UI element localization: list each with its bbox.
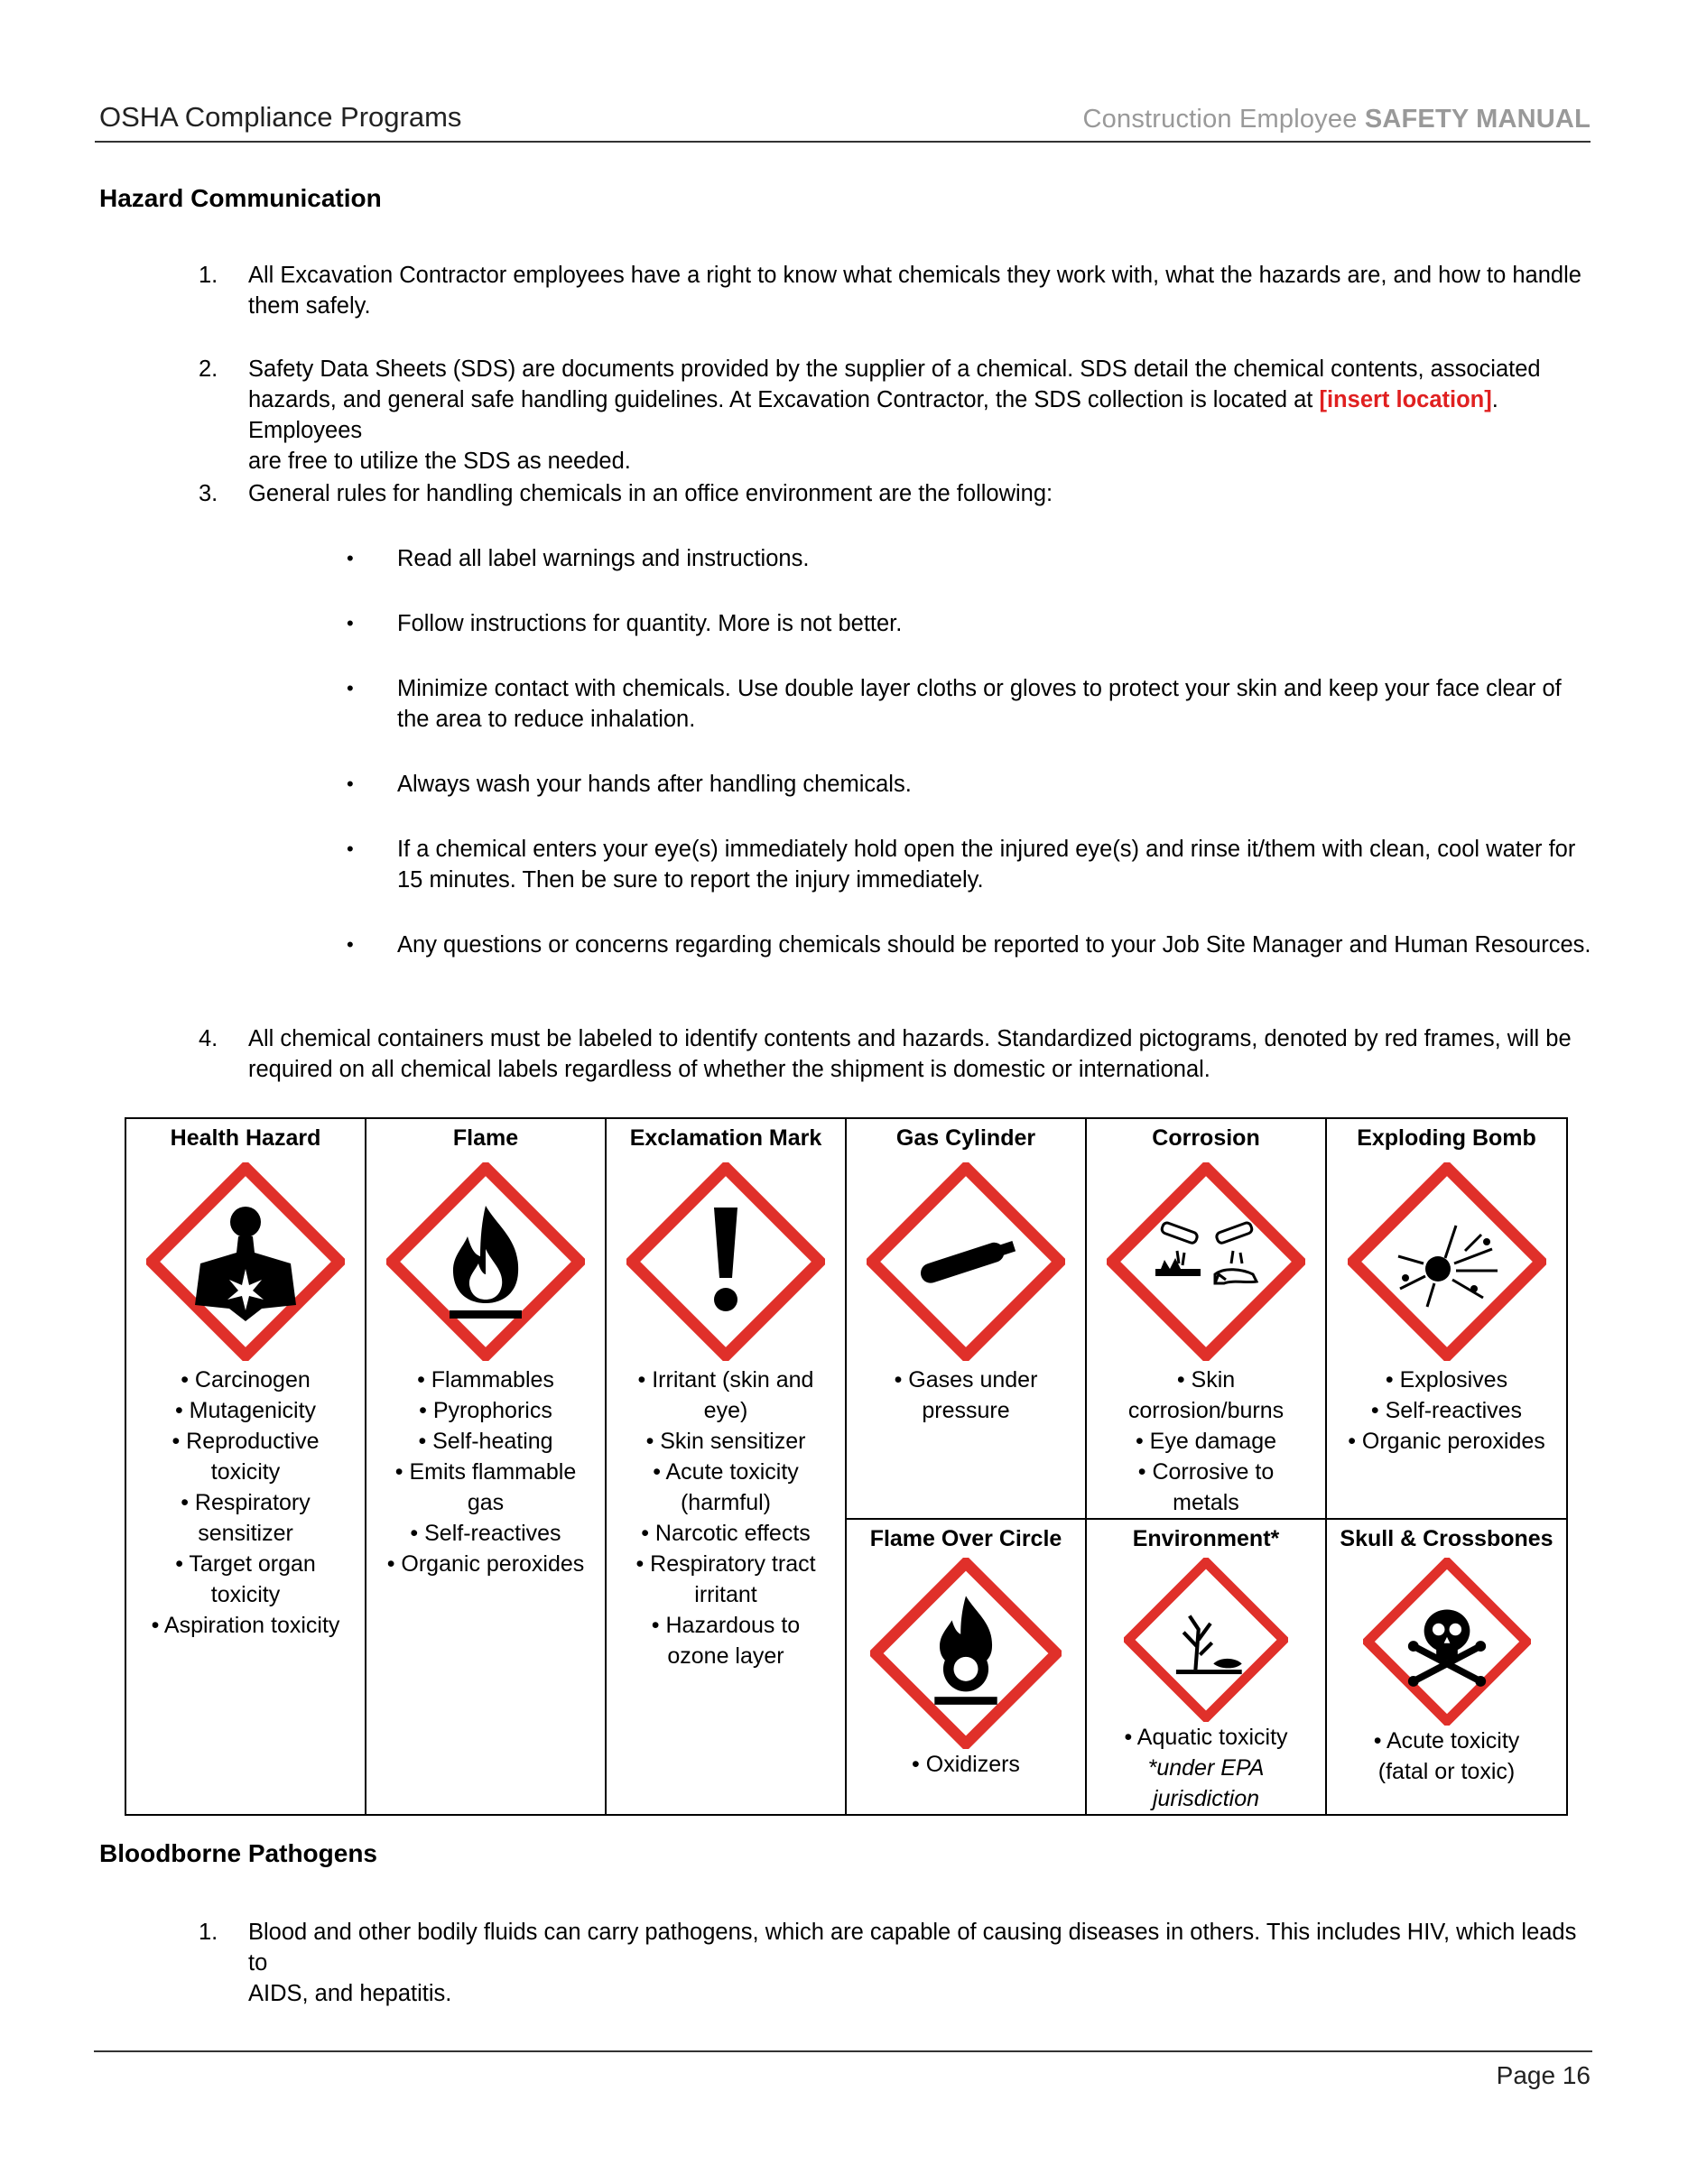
header-manual-bold: SAFETY MANUAL xyxy=(1364,105,1591,134)
ghs-title: Environment* xyxy=(1132,1526,1280,1551)
flame-icon xyxy=(386,1162,585,1361)
exclamation-icon xyxy=(626,1162,825,1361)
ghs-description xyxy=(1087,1365,1325,1518)
ghs-cell-exclamation-mark xyxy=(606,1118,846,1815)
ghs-pictogram-table xyxy=(125,1117,1568,1816)
ghs-description xyxy=(366,1365,605,1579)
desc-line: • Target organ xyxy=(175,1551,316,1577)
bullet-3-line-1: Minimize contact with chemicals. Use double layer cloths or gloves to protect your skin and keep your face clear of xyxy=(397,676,1562,701)
ghs-cell-health-hazard xyxy=(125,1118,366,1815)
item-2-line-2-post: . Employees xyxy=(248,387,1498,443)
page-number: Page 16 xyxy=(1496,2061,1591,2089)
bullet-marker: • xyxy=(347,933,354,956)
desc-line: sensitizer xyxy=(198,1521,293,1546)
item-4-line-1: All chemical containers must be labeled to identify contents and hazards. Standardized pictograms, denoted by red frames, will be xyxy=(248,1026,1572,1051)
item-1-line-2: them safely. xyxy=(248,293,371,319)
ghs-title: Skull & Crossbones xyxy=(1340,1526,1554,1551)
item-number: 1. xyxy=(199,263,218,288)
ghs-description xyxy=(126,1365,365,1641)
desc-line: • Hazardous to xyxy=(651,1613,801,1638)
item-4-line-2: required on all chemical labels regardless of whether the shipment is domestic or international. xyxy=(248,1057,1210,1082)
item-number: 3. xyxy=(199,481,218,506)
desc-line: • Reproductive xyxy=(172,1429,320,1454)
bullet-marker: • xyxy=(347,773,354,795)
bullet-5-line-2: 15 minutes. Then be sure to report the injury immediately. xyxy=(397,867,984,893)
bullet-marker: • xyxy=(347,612,354,634)
desc-line: corrosion/burns xyxy=(1127,1398,1285,1423)
desc-line: • Self-reactives xyxy=(410,1521,561,1546)
desc-line: • Eye damage xyxy=(1135,1429,1277,1454)
item-1-text xyxy=(248,260,1593,321)
bullet-4-line-1: Always wash your hands after handling chemicals. xyxy=(397,772,912,797)
ghs-description xyxy=(1087,1722,1325,1814)
desc-line: • Corrosive to xyxy=(1137,1459,1275,1485)
bullet-3-line-2: the area to reduce inhalation. xyxy=(397,707,696,732)
desc-line-italic: *under EPA xyxy=(1147,1755,1265,1781)
item-4-text xyxy=(248,1023,1593,1085)
bullet-marker: • xyxy=(347,838,354,860)
ghs-cell-flame-over-circle xyxy=(846,1519,1086,1815)
bullet-2-text xyxy=(397,608,1598,639)
bullet-6-line-1: Any questions or concerns regarding chemicals should be reported to your Job Site Manager and Human Resources. xyxy=(397,932,1591,958)
item-1-line-1: All Excavation Contractor employees have a right to know what chemicals they work with, what the hazards are, and how to handle xyxy=(248,263,1581,288)
desc-line: • Pyrophorics xyxy=(419,1398,552,1423)
environment-icon xyxy=(1124,1558,1288,1722)
desc-line: • Oxidizers xyxy=(912,1752,1020,1777)
desc-line: • Organic peroxides xyxy=(386,1551,585,1577)
desc-line: • Gases under xyxy=(894,1367,1038,1393)
desc-line: • Skin xyxy=(1176,1367,1236,1393)
bbp-line-1: Blood and other bodily fluids can carry pathogens, which are capable of causing diseases in others. This includes HIV, which leads to xyxy=(248,1920,1577,1976)
desc-line: • Carcinogen xyxy=(181,1367,311,1393)
desc-line: • Mutagenicity xyxy=(174,1398,317,1423)
bullet-2-line-1: Follow instructions for quantity. More is not better. xyxy=(397,611,903,636)
desc-line: • Irritant (skin and xyxy=(637,1367,814,1393)
desc-line: • Skin sensitizer xyxy=(645,1429,806,1454)
ghs-cell-flame xyxy=(366,1118,606,1815)
desc-line: (harmful) xyxy=(680,1490,771,1515)
footer-rule xyxy=(94,2050,1592,2052)
desc-line: • Narcotic effects xyxy=(641,1521,811,1546)
bullet-3-text xyxy=(397,673,1598,735)
desc-line: toxicity xyxy=(210,1582,281,1607)
ghs-cell-environment xyxy=(1086,1519,1326,1815)
ghs-title: Flame Over Circle xyxy=(869,1526,1062,1551)
desc-line: gas xyxy=(467,1490,505,1515)
desc-line: • Self-reactives xyxy=(1370,1398,1523,1423)
bullet-6-text xyxy=(397,930,1598,960)
bbp-line-2: AIDS, and hepatitis. xyxy=(248,1981,452,2006)
desc-line: • Acute toxicity xyxy=(653,1459,799,1485)
bullet-5-line-1: If a chemical enters your eye(s) immediately hold open the injured eye(s) and rinse it/them with clean, cool water for xyxy=(397,837,1576,862)
desc-line: • Explosives xyxy=(1385,1367,1508,1393)
health-hazard-icon xyxy=(146,1162,345,1361)
ghs-description xyxy=(1327,1365,1566,1457)
desc-line: toxicity xyxy=(210,1459,281,1485)
insert-location-placeholder: [insert location] xyxy=(1319,387,1492,412)
bullet-marker: • xyxy=(347,547,354,569)
section-title-hazard-communication: Hazard Communication xyxy=(99,184,382,212)
exploding-bomb-icon xyxy=(1348,1162,1546,1361)
desc-line: • Aspiration toxicity xyxy=(151,1613,340,1638)
desc-line: pressure xyxy=(922,1398,1010,1423)
desc-line: ozone layer xyxy=(667,1643,784,1669)
desc-line-italic: jurisdiction xyxy=(1152,1786,1260,1811)
header-manual-title xyxy=(1083,105,1591,134)
item-2-line-3: are free to utilize the SDS as needed. xyxy=(248,449,631,474)
bullet-1-line-1: Read all label warnings and instructions. xyxy=(397,546,810,571)
ghs-title: Gas Cylinder xyxy=(895,1125,1036,1151)
ghs-cell-corrosion xyxy=(1086,1118,1326,1519)
header-rule xyxy=(95,141,1591,143)
item-2-line-2-pre: hazards, and general safe handling guidelines. At Excavation Contractor, the SDS collection is located at xyxy=(248,387,1320,412)
ghs-title: Corrosion xyxy=(1152,1125,1260,1151)
bullet-1-text xyxy=(397,543,1598,574)
ghs-title: Exclamation Mark xyxy=(629,1125,822,1151)
item-number: 2. xyxy=(199,356,218,382)
desc-line: • Aquatic toxicity xyxy=(1124,1725,1288,1750)
ghs-cell-exploding-bomb xyxy=(1326,1118,1567,1519)
ghs-title: Health Hazard xyxy=(170,1125,321,1151)
desc-line: • Emits flammable xyxy=(394,1459,577,1485)
ghs-description xyxy=(847,1365,1085,1426)
ghs-description xyxy=(847,1749,1085,1780)
ghs-description xyxy=(607,1365,845,1671)
section-title-bloodborne-pathogens: Bloodborne Pathogens xyxy=(99,1839,377,1867)
desc-line: • Respiratory xyxy=(181,1490,311,1515)
bullet-marker: • xyxy=(347,677,354,699)
bbp-item-1-text xyxy=(248,1917,1593,2009)
ghs-title: Flame xyxy=(452,1125,519,1151)
gas-cylinder-icon xyxy=(867,1162,1065,1361)
desc-line: irritant xyxy=(694,1582,757,1607)
header-manual-light: Construction Employee xyxy=(1082,105,1358,134)
item-3-line-1: General rules for handling chemicals in an office environment are the following: xyxy=(248,481,1053,506)
item-2-line-2 xyxy=(248,384,1602,446)
desc-line: • Flammables xyxy=(417,1367,554,1393)
desc-line: (fatal or toxic) xyxy=(1377,1759,1516,1784)
ghs-title: Exploding Bomb xyxy=(1357,1125,1536,1151)
bullet-4-text xyxy=(397,769,1598,800)
desc-line: • Acute toxicity xyxy=(1373,1728,1520,1754)
ghs-cell-skull-crossbones xyxy=(1326,1519,1567,1815)
item-number: 1. xyxy=(199,1920,218,1945)
item-number: 4. xyxy=(199,1026,218,1051)
desc-line: • Organic peroxides xyxy=(1348,1429,1545,1454)
ghs-description xyxy=(1327,1726,1566,1787)
bullet-5-text xyxy=(397,834,1598,895)
skull-crossbones-icon xyxy=(1363,1558,1531,1726)
item-2-text xyxy=(248,354,1602,477)
item-2-line-1: Safety Data Sheets (SDS) are documents provided by the supplier of a chemical. SDS detail the chemical contents, associated xyxy=(248,356,1541,382)
flame-over-circle-icon xyxy=(870,1558,1062,1749)
desc-line: eye) xyxy=(703,1398,748,1423)
desc-line: metals xyxy=(1173,1490,1239,1515)
desc-line: • Self-heating xyxy=(418,1429,553,1454)
ghs-cell-gas-cylinder xyxy=(846,1118,1086,1519)
header-title: OSHA Compliance Programs xyxy=(99,101,462,133)
corrosion-icon xyxy=(1107,1162,1305,1361)
desc-line: • Respiratory tract xyxy=(635,1551,816,1577)
